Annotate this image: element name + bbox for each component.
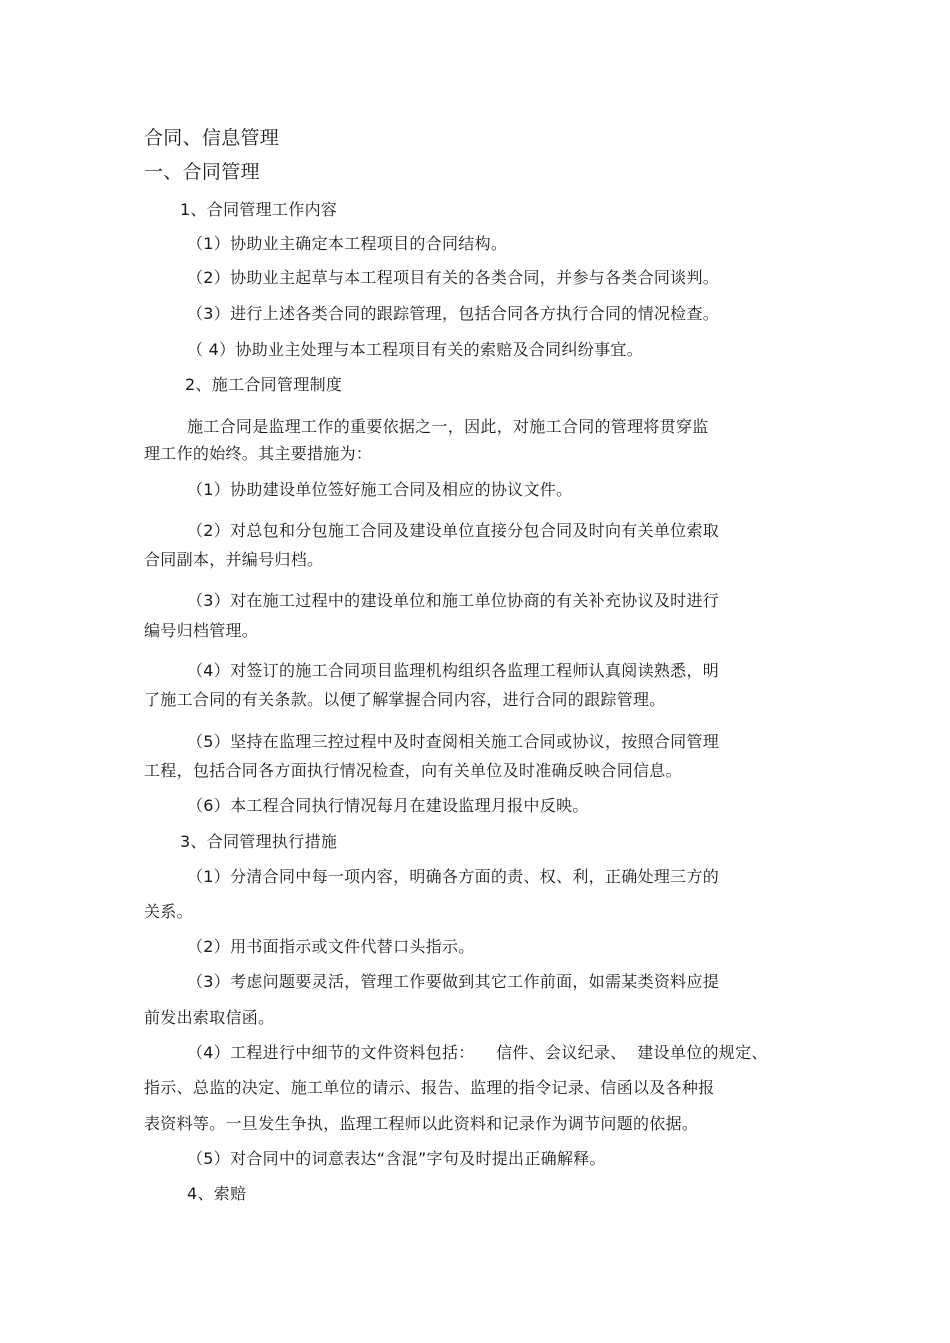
list-item: （5）对合同中的词意表达“含混”字句及时提出正确解释。 <box>187 1149 606 1168</box>
subsection-heading: 1、合同管理工作内容 <box>180 200 338 219</box>
list-item-continuation: 指示、总监的决定、施工单位的请示、报告、监理的指令记录、信函以及各种报 <box>144 1078 715 1097</box>
document-title: 合同、信息管理 <box>144 127 280 149</box>
subsection-heading: 4、索赔 <box>187 1184 247 1203</box>
list-item: （3）对在施工过程中的建设单位和施工单位协商的有关补充协议及时进行 <box>187 591 720 610</box>
list-item-continuation: 表资料等。一旦发生争执，监理工程师以此资料和记录作为调节问题的依据。 <box>144 1114 699 1133</box>
list-item: （1）分清合同中每一项内容，明确各方面的责、权、利，正确处理三方的 <box>187 867 720 886</box>
subsection-heading: 2、施工合同管理制度 <box>185 375 343 394</box>
list-item: （3）进行上述各类合同的跟踪管理，包括合同各方执行合同的情况检查。 <box>187 304 720 323</box>
list-item: （4）对签订的施工合同项目监理机构组织各监理工程师认真阅读熟悉，明 <box>187 661 720 680</box>
subsection-heading: 3、合同管理执行措施 <box>180 832 338 851</box>
section-heading-1: 一、合同管理 <box>144 161 260 183</box>
list-item-continuation: 合同副本，并编号归档。 <box>144 550 324 569</box>
list-item: （1）协助业主确定本工程项目的合同结构。 <box>187 234 508 253</box>
list-item: （2）用书面指示或文件代替口头指示。 <box>187 937 475 956</box>
list-item: （ 4）协助业主处理与本工程项目有关的索赔及合同纠纷事宜。 <box>187 340 643 359</box>
list-item-continuation: 关系。 <box>144 902 193 921</box>
list-item: （4）工程进行中细节的文件资料包括： 信件、会议纪录、 建设单位的规定、 <box>187 1043 768 1062</box>
list-item-continuation: 了施工合同的有关条款。以便了解掌握合同内容，进行合同的跟踪管理。 <box>144 690 666 709</box>
list-item: （6）本工程合同执行情况每月在建设监理月报中反映。 <box>187 796 589 815</box>
list-item: （2）对总包和分包施工合同及建设单位直接分包合同及时向有关单位索取 <box>187 521 720 540</box>
list-item-continuation: 编号归档管理。 <box>144 621 259 640</box>
list-item: （3）考虑问题要灵活，管理工作要做到其它工作前面，如需某类资料应提 <box>187 972 720 991</box>
list-item: （2）协助业主起草与本工程项目有关的各类合同，并参与各类合同谈判。 <box>187 268 720 287</box>
list-item: （5）坚持在监理三控过程中及时查阅相关施工合同或协议，按照合同管理 <box>187 732 720 751</box>
paragraph-line: 施工合同是监理工作的重要依据之一，因此，对施工合同的管理将贯穿监 <box>187 417 709 436</box>
list-item-continuation: 工程，包括合同各方面执行情况检查，向有关单位及时准确反映合同信息。 <box>144 761 682 780</box>
paragraph-line: 理工作的始终。其主要措施为： <box>144 444 373 463</box>
list-item: （1）协助建设单位签好施工合同及相应的协议文件。 <box>187 480 573 499</box>
list-item-continuation: 前发出索取信函。 <box>144 1008 275 1027</box>
